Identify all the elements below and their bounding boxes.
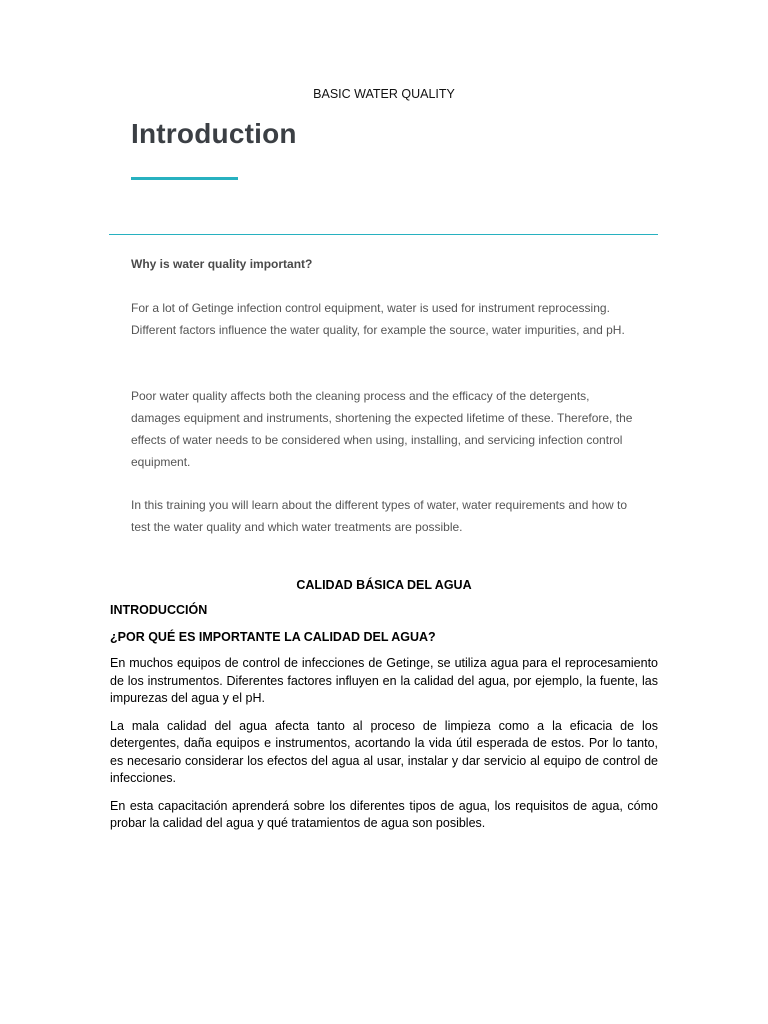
section-divider: [109, 234, 658, 235]
english-paragraph-2: Poor water quality affects both the cleaning process and the efficacy of the detergents, damages equipment and instruments, shortening the expected lifetime of these. Therefore, the effects of water needs to be considered when using, installing, and servicing infection control equipment.: [131, 389, 633, 469]
english-paragraph-1: For a lot of Getinge infection control equipment, water is used for instrument reprocessing. Different factors influence the water quality, for example the source, water impurities, and pH.: [131, 301, 625, 337]
english-paragraph-3: In this training you will learn about the different types of water, water requirements and how to test the water quality and which water treatments are possible.: [131, 498, 628, 534]
english-question: Why is water quality important?: [131, 257, 313, 271]
spanish-paragraph-2: La mala calidad del agua afecta tanto al proceso de limpieza como a la eficacia de los detergentes, daña equipos e instrumentos, acortando la vida útil esperada de estos. Por lo tanto, es necesario considerar los efectos del agua al usar, instalar y dar servicio al equipo de control de infecciones.: [110, 718, 658, 785]
spanish-section: [110, 576, 658, 843]
spanish-paragraph-3: En esta capacitación aprenderá sobre los diferentes tipos de agua, los requisitos de agua, cómo probar la calidad del agua y qué tratamientos de agua son posibles.: [110, 798, 658, 830]
spanish-heading: CALIDAD BÁSICA DEL AGUA: [296, 578, 472, 592]
title-underline: [131, 177, 238, 180]
spanish-paragraph-1: En muchos equipos de control de infecciones de Getinge, se utiliza agua para el reprocesamiento de los instrumentos. Diferentes factores influyen en la calidad del agua, por ejemplo, la fuente, las impurezas del agua y el pH.: [110, 656, 658, 705]
intro-title: Introduction: [131, 118, 297, 149]
spanish-introduction-label: INTRODUCCIÓN: [110, 603, 208, 617]
page-header: BASIC WATER QUALITY: [313, 87, 455, 101]
embedded-screenshot: [0, 112, 768, 552]
spanish-question: ¿POR QUÉ ES IMPORTANTE LA CALIDAD DEL AGUA?: [110, 630, 436, 644]
